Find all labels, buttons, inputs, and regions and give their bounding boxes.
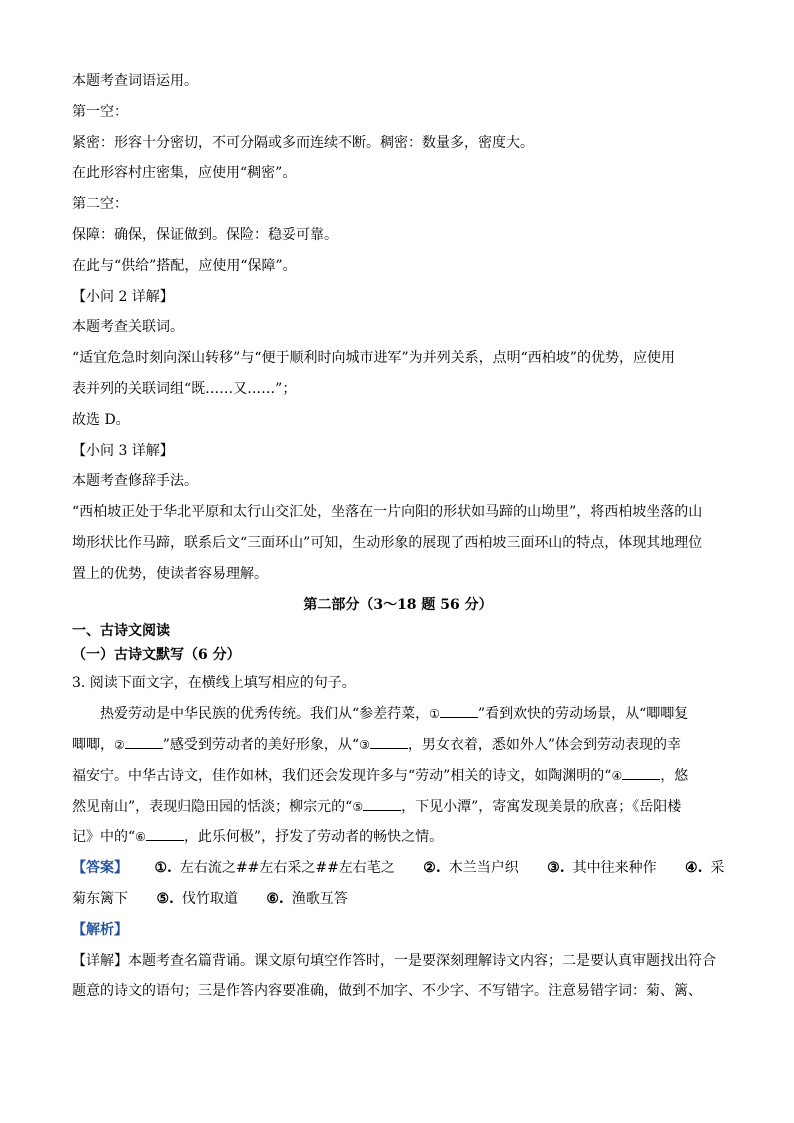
analysis-label: 【解析】 (72, 921, 128, 938)
answer-item: ①. 左右流之##左右采之##左右芼之 (154, 860, 395, 877)
passage-line: 热爱劳动是中华民族的优秀传统。我们从“参差荇菜，① ”看到欢快的劳动场景，从“唧唧复 (72, 699, 724, 730)
passage-line: 然见南山”，表现归隐田园的恬淡；柳宗元的“⑤ ，下见小潭”，寄寓发现美景的欣喜；《岳阳楼 (72, 792, 724, 823)
answer-item: ②. 木兰当户织 (423, 860, 519, 877)
passage-line: 记》中的“⑥ ，此乐何极”，抒发了劳动者的畅快之情。 (72, 822, 724, 853)
blank-marker: ⑤ (352, 799, 364, 814)
text-line: 本题考查修辞手法。 (72, 473, 198, 490)
answer-item: ③. 其中往来种作 (547, 860, 657, 877)
fill-blank (125, 734, 163, 749)
text-line: “适宜危急时刻向深山转移”与“便于顺利时向城市进军”为并列关系，点明“西柏坡”的优势，应使用 (72, 350, 675, 367)
text-line: 在此与“供给”搭配，应使用“保障”。 (72, 257, 297, 274)
text-line: 在此形容村庄密集，应使用“稠密”。 (72, 165, 297, 182)
text-line: 故选 D。 (72, 411, 130, 428)
subsection-title: （一）古诗文默写（6 分） (72, 647, 241, 664)
question-intro: 3. 阅读下面文字，在横线上填写相应的句子。 (72, 675, 356, 692)
answer-item: ④. 采 (685, 860, 725, 877)
answer-item: ⑤. 伐竹取道 (156, 890, 238, 907)
answer-item: ⑥. 渔歌互答 (266, 890, 348, 907)
answer-line (72, 884, 724, 915)
blank-marker: ③ (359, 737, 370, 752)
blank-marker: ① (429, 707, 440, 722)
answer-item: 菊东篱下 (72, 890, 128, 907)
detail-label: 【详解】 (72, 952, 128, 969)
text-line: 紧密：形容十分密切，不可分隔或多而连续不断。稠密：数量多，密度大。 (72, 134, 534, 151)
text-line: 第二空： (72, 196, 128, 213)
fill-blank (363, 796, 401, 811)
section-title: 一、古诗文阅读 (72, 623, 170, 640)
fill-blank (370, 734, 408, 749)
text-line: 本题考查词语运用。 (72, 73, 198, 89)
blank-marker: ④ (611, 768, 623, 783)
blank-marker: ② (114, 737, 125, 752)
blank-marker: ⑥ (135, 830, 146, 845)
sub-question-heading: 【小问 3 详解】 (72, 442, 174, 459)
document-page (72, 66, 724, 1007)
part-title: 第二部分（3～18 题 56 分） (303, 596, 493, 613)
passage-line: 福安宁。中华古诗文，佳作如林，我们还会发现许多与“劳动”相关的诗文，如陶渊明的“④ ，悠 (72, 761, 724, 792)
text-line: 表并列的关联词组“既……又……”； (72, 380, 297, 397)
text-line: “西柏坡正处于华北平原和太行山交汇处，坐落在一片向阳的形状如马蹄的山坳里”，将西柏坡坐落的山 (72, 504, 703, 521)
text-line: 本题考查关联词。 (72, 319, 184, 336)
answer-label: 【答案】 (72, 860, 128, 877)
fill-blank (146, 826, 184, 841)
text-line: 置上的优势，使读者容易理解。 (72, 565, 268, 582)
fill-blank (440, 703, 478, 718)
sub-question-heading: 【小问 2 详解】 (72, 288, 174, 305)
fill-blank (622, 765, 660, 780)
detail-line: 题意的诗文的语句；三是作答内容要准确，做到不加字、不少字、不写错字。注意易错字词：菊、篱、 (72, 983, 702, 1000)
detail-line: 【详解】本题考查名篇背诵。课文原句填空作答时，一是要深刻理解诗文内容；二是要认真审题找出符合 (72, 952, 716, 969)
answer-line (72, 853, 724, 884)
text-line: 保障：确保，保证做到。保险：稳妥可靠。 (72, 226, 338, 243)
text-line: 坳形状比作马蹄，联系后文“三面环山”可知，生动形象的展现了西柏坡三面环山的特点，体现其地理位 (72, 534, 703, 551)
text-line: 第一空： (72, 103, 128, 120)
passage-line: 唧唧，② ”感受到劳动者的美好形象，从“③ ，男女衣着，悉如外人”体会到劳动表现的幸 (72, 730, 724, 761)
